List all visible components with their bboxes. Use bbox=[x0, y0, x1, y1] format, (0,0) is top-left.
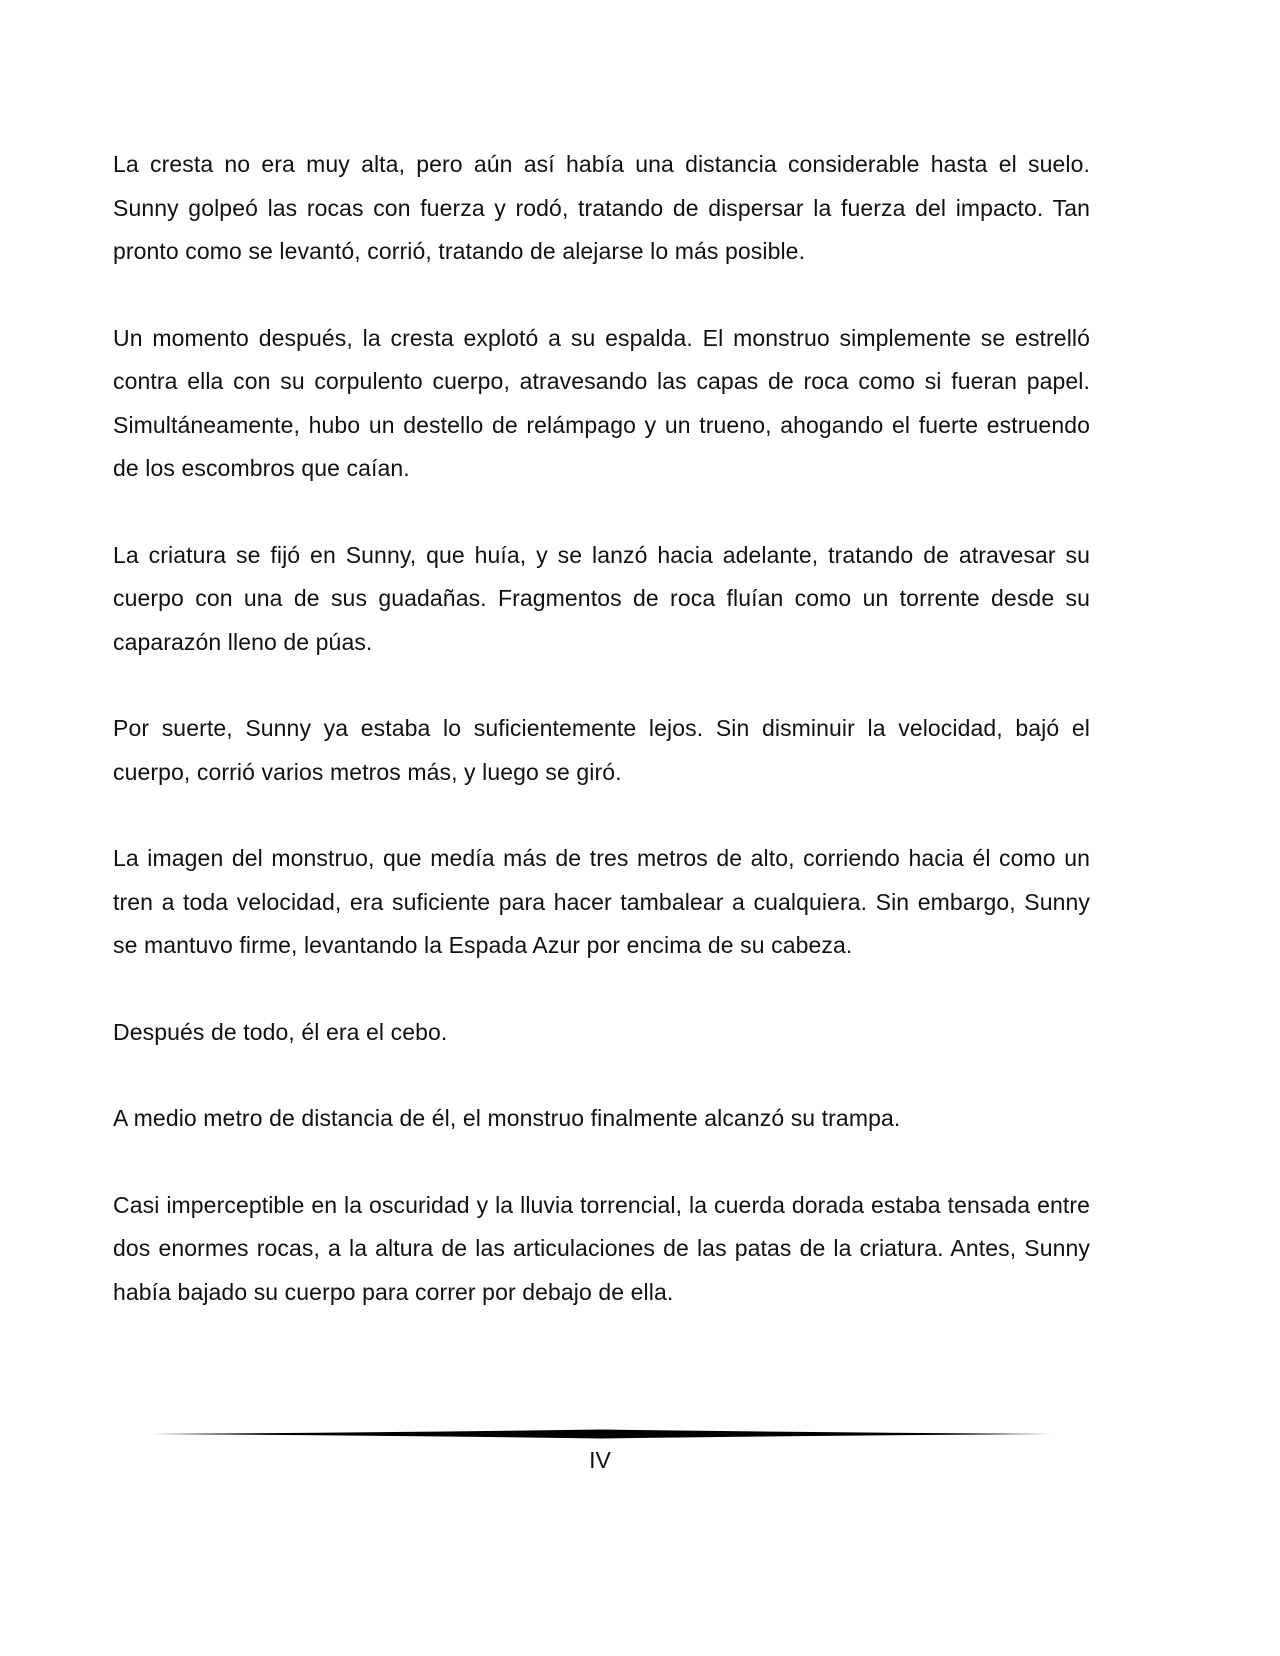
footer-divider bbox=[152, 1428, 1052, 1440]
paragraph-6: Después de todo, él era el cebo. bbox=[113, 1018, 448, 1045]
paragraph-1: La cresta no era muy alta, pero aún así había una distancia considerable hasta el suelo. Sunny golpeó las rocas con fuerza y rodó, tratando de dispersar la fuerza del impacto. Tan pronto como se levantó, corrió, tratando de alejarse lo más posible. bbox=[113, 151, 1090, 264]
paragraph-3: La criatura se fijó en Sunny, que huía, y se lanzó hacia adelante, tratando de atravesar su cuerpo con una de sus guadañas. Fragmentos de roca fluían como un torrente desde su caparazón lleno de púas. bbox=[113, 541, 1090, 655]
paragraph-2: Un momento después, la cresta explotó a su espalda. El monstruo simplemente se estrelló contra ella con su corpulento cuerpo, atravesando las capas de roca como si fueran papel. Simultáneamente, hubo un destello de relámpago y un trueno, ahogando el fuerte estruendo de los escombros que caían. bbox=[113, 324, 1090, 481]
paragraph-7: A medio metro de distancia de él, el monstruo finalmente alcanzó su trampa. bbox=[113, 1105, 901, 1131]
paragraph-8: Casi imperceptible en la oscuridad y la lluvia torrencial, la cuerda dorada estaba tensada entre dos enormes rocas, a la altura de las articulaciones de las patas de la criatura. Antes, Sunny había bajado su cuerpo para correr por debajo de ella. bbox=[113, 1191, 1090, 1305]
paragraph-5: La imagen del monstruo, que medía más de tres metros de alto, corriendo hacia él como un tren a toda velocidad, era suficiente para hacer tambalear a cualquiera. Sin embargo, Sunny se mantuvo firme, levantando la Espada Azur por encima de su cabeza. bbox=[113, 845, 1090, 958]
paragraph-4: Por suerte, Sunny ya estaba lo suficientemente lejos. Sin disminuir la velocidad, bajó el cuerpo, corrió varios metros más, y luego se giró. bbox=[113, 715, 1090, 785]
chapter-body bbox=[113, 143, 1090, 1357]
page-number: IV bbox=[589, 1447, 611, 1473]
footer-divider-swell bbox=[152, 1430, 1052, 1439]
